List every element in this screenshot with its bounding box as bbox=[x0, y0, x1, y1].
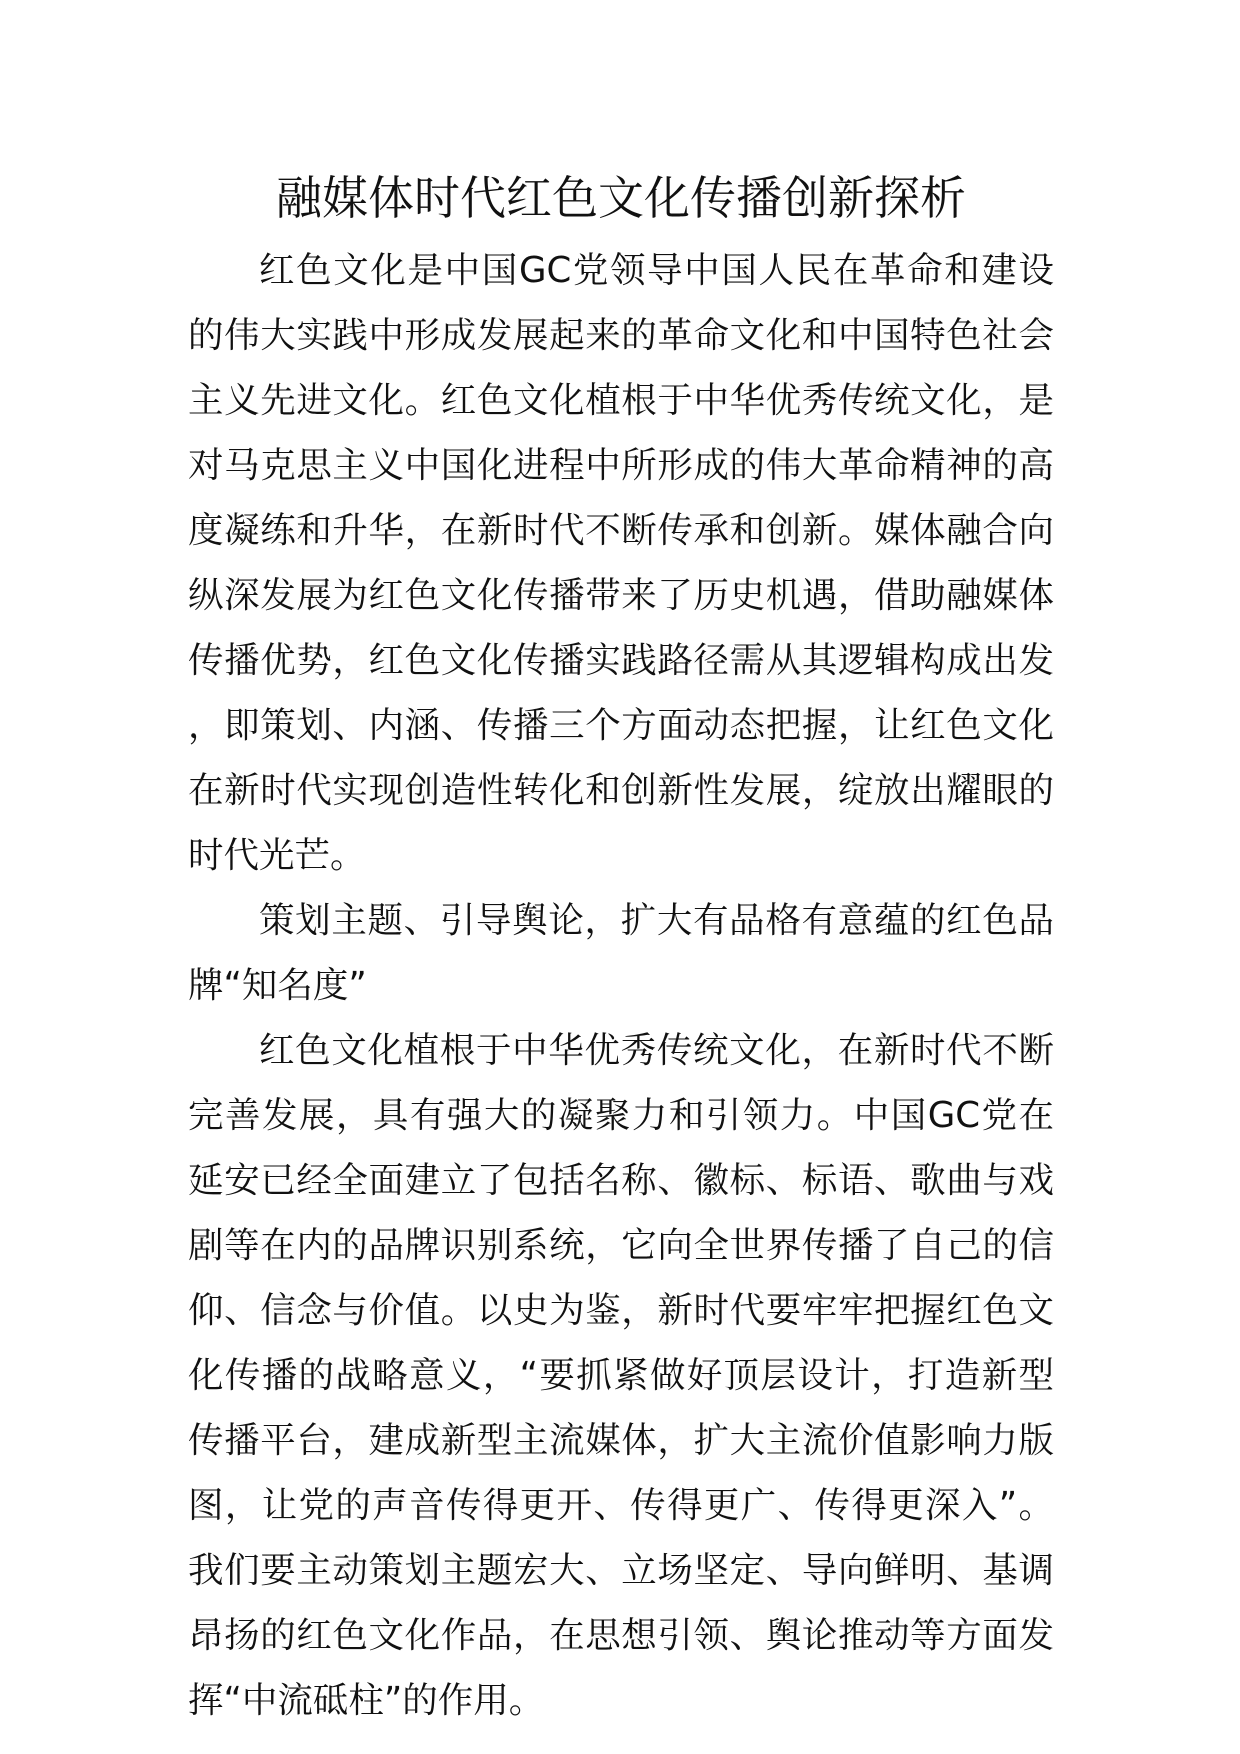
paragraph-body: 红色文化植根于中华优秀传统文化，在新时代不断完善发展，具有强大的凝聚力和引领力。中国GC党在延安已经全面建立了包括名称、徽标、标语、歌曲与戏剧等在内的品牌识别系统，它向全世界传播了自己的信仰、信念与价值。以史为鉴，新时代要牢牢把握红色文化传播的战略意义，“要抓紧做好顶层设计，打造新型传播平台，建成新型主流媒体，扩大主流价值影响力版图，让党的声音传得更开、传得更广、传得更深入”。我们要主动策划主题宏大、立场坚定、导向鲜明、基调昂扬的红色文化作品，在思想引领、舆论推动等方面发挥“中流砥柱”的作用。 bbox=[188, 1030, 1054, 1721]
document-title: 融媒体时代红色文化传播创新探析 bbox=[276, 171, 966, 225]
paragraph-intro: 红色文化是中国GC党领导中国人民在革命和建设的伟大实践中形成发展起来的革命文化和中国特色社会主义先进文化。红色文化植根于中华优秀传统文化，是对马克思主义中国化进程中所形成的伟大革命精神的高度凝练和升华，在新时代不断传承和创新。媒体融合向纵深发展为红色文化传播带来了历史机遇，借助融媒体传播优势，红色文化传播实践路径需从其逻辑构成出发，即策划、内涵、传播三个方面动态把握，让红色文化在新时代实现创造性转化和创新性发展，绽放出耀眼的时代光芒。 bbox=[188, 250, 1054, 876]
document-page bbox=[188, 158, 1054, 1733]
section-heading: 策划主题、引导舆论，扩大有品格有意蕴的红色品牌“知名度” bbox=[188, 900, 1054, 1006]
